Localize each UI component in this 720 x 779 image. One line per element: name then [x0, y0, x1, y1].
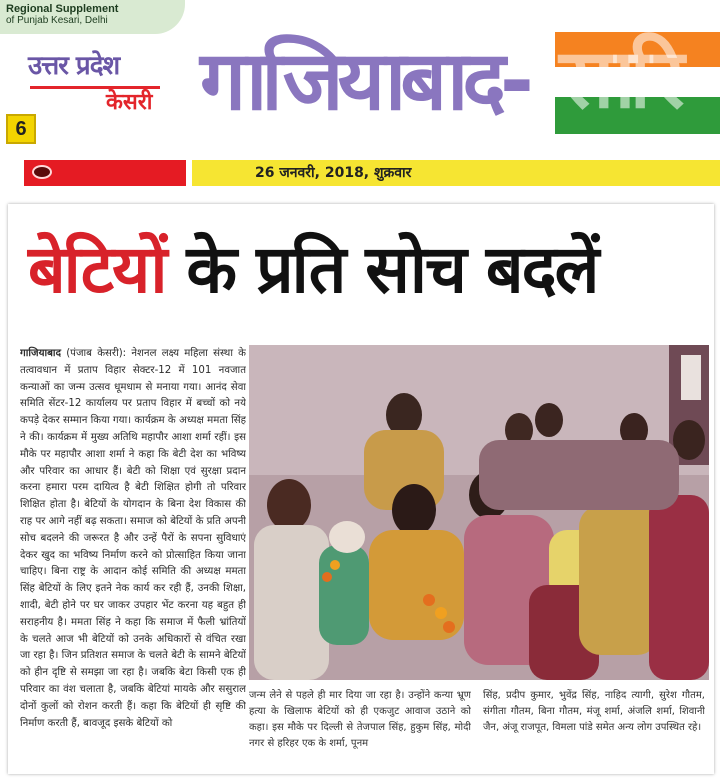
headline-rest: के प्रति सोच बदलें: [165, 231, 598, 308]
up-logo-line-1: उत्तर प्रदेश: [28, 51, 120, 81]
photo-illustration: [249, 345, 709, 680]
article-photo: [249, 345, 709, 680]
eye-icon: [32, 165, 52, 179]
article-column-right: सिंह, प्रदीप कुमार, भुवेंद्र सिंह, नाहिद त्यागी, सुरेश गौतम, संगीता गौतम, बिना गौतम, मंजू शर्मा, अंजलि शर्मा, शिवानी जैन, अंजू राजपूत, विमला पांडे समेत अन्य लोग उपस्थित रहे।: [483, 690, 705, 733]
article-column-middle: जन्म लेने से पहले ही मार दिया जा रहा है। उन्होंने कन्या भ्रूण हत्या के खिलाफ बेटियों को ही एकजुट आवाज उठाने को कहा। इस मौके पर दिल्ली से तेजपाल सिंह, हुकुम सिंह, मोदी नगर से हरिहर एक के शर्मा, पूनम: [249, 690, 471, 749]
article-headline: [28, 222, 698, 322]
city-title-text: गाजियाबाद-: [200, 34, 528, 129]
city-title: [200, 28, 560, 136]
city-title-suffix: [555, 22, 720, 134]
supplement-tag: [0, 0, 185, 34]
article-continuation: [249, 688, 709, 768]
supplement-line-2: of Punjab Kesari, Delhi: [6, 15, 108, 26]
up-logo-line-2: केसरी: [106, 90, 153, 115]
article-body-left: [20, 346, 246, 766]
article-body-text: नेशनल लक्ष्य महिला संस्था के तत्वावधान में प्रताप विहार सेक्टर-12 में 101 नवजात कन्याओं का जन्म उत्सव धूमधाम से मनाया गया। आनंद सेवा समिति सेंटर-12 कार्यालय पर प्रताप विहार में बच्चों को नये कपड़े देकर सम्मान किया गया। कार्यक्रम के अध्यक्ष ममता सिंह ने की। कार्यक्रम में मुख्य अतिथि महापौर आशा शर्मा रहीं। इस मौके पर महापौर आशा शर्मा ने कहा कि बेटी देश का भविष्य और परिवार का आधार हैं। बेटी को शिक्षा एवं सुरक्षा प्रदान करना हमारा परम दायित्व है बेटी शिक्षित होगी तो परिवार शिक्षित होता है। बेटियों के योगदान के बिना देश विकास की राह पर आगे नहीं बढ़ सकता। समाज को बेटियों के प्रति अपनी सोच बदलने की जरूरत है और उन्हें पैरों के सपना सुविधाएं देकर खुद का भविष्य निर्माण करने को प्रोत्साहित किया जाना चाहिए। बिना राष्ट्र के आदान कोई समिति की अध्यक्ष ममता सिंह बेटियों के लिए इतने नेक कार्य कर रही हैं, उनकी शिक्षा, शादी, बेटी होने पर घर जाकर उपहार भेंट करना यह बहुत ही सराहनीय है। ममता सिंह ने कहा कि समाज में फैली भ्रांतियों के चलते आज भी बेटियों को उनके अधिकारों से वंचित रखा जा रहा है। जिन प्रतिशत समाज के चलते बेटी के सामने बेटियों को हीन दृष्टि से समझा जा रहा है। जबकि बेटा किसी एक ही परिवार का वंश चलाता है, जबकि बेटियां मायके और ससुराल दोनों कुलों को रोशन करती हैं। कहा कि बेटियों ही सृष्टि की निर्माण करती हैं, बावजूद इसके बेटियों को: [20, 348, 246, 729]
city-suffix-text: सारि: [559, 32, 679, 127]
headline-highlight: बेटियों: [28, 231, 166, 308]
page-number: 6: [6, 114, 36, 144]
masthead: [0, 0, 720, 200]
issue-date: 26 जनवरी, 2018, शुक्रवार: [255, 165, 412, 181]
article-source: (पंजाब केसरी):: [66, 348, 127, 359]
supplement-line-1: Regional Supplement: [6, 3, 119, 15]
dateline-bar: [0, 160, 720, 186]
article-dateline: गाजियाबाद: [20, 348, 61, 359]
uttar-pradesh-kesari-logo: [28, 46, 188, 116]
